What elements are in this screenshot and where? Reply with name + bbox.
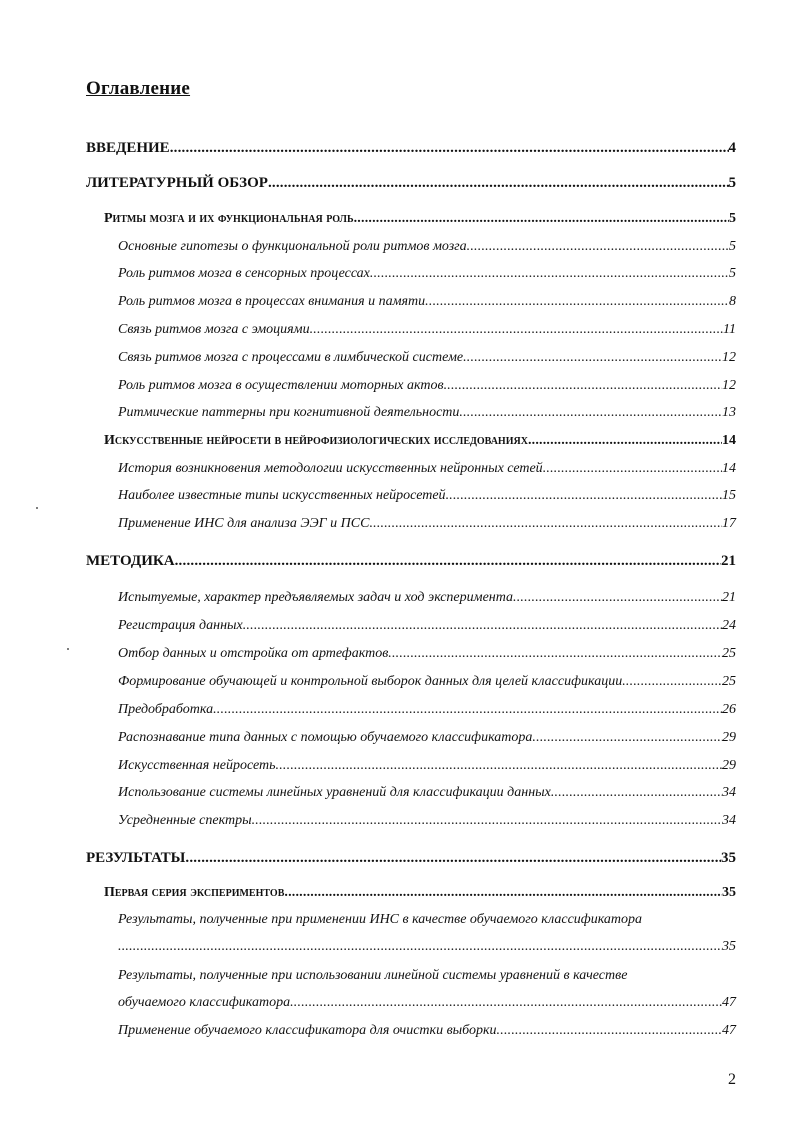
toc-entry [118,295,736,309]
toc-leader-dots [513,591,722,605]
toc-entry-results [86,851,736,866]
toc-leader-dots [310,323,723,337]
toc-entry [118,489,736,503]
toc-entry-page: 47 [722,995,736,1010]
scan-speck [67,648,69,650]
scan-speck [36,507,38,509]
toc-leader-dots [290,996,722,1010]
toc-entry [118,675,736,689]
toc-entry-page: 24 [722,618,736,633]
toc-entry-text: МЕТОДИКА [86,553,175,569]
toc-entry [118,619,736,633]
toc-entry-text: Роль ритмов мозга в процессах внимания и памяти [118,294,426,309]
toc-entry-text: Усредненные спектры [118,813,252,828]
toc-entry-page: 35 [721,850,736,866]
toc-entry [118,731,736,745]
toc-leader-dots [463,351,722,365]
toc-entry-text: Испытуемые, характер предъявляемых задач и ход эксперимента [118,590,514,605]
toc-leader-dots [497,1024,722,1038]
toc-entry [118,786,736,800]
toc-entry-page: 13 [722,405,736,420]
toc-entry-first-series [104,886,736,900]
toc-entry-text: Применение обучаемого классификатора для очистки выборки [118,1023,497,1038]
toc-entry-page: 25 [722,646,736,661]
toc-leader-dots [551,786,722,800]
toc-entry [118,351,736,365]
toc-leader-dots [268,176,729,191]
toc-leader-dots [543,462,722,476]
toc-leader-dots [446,489,722,503]
toc-entry-continuation [118,940,736,954]
toc-leader-dots [213,703,722,717]
toc-entry-page: 15 [722,488,736,503]
toc-entry [118,814,736,828]
toc-entry [118,240,736,254]
toc-entry [118,462,736,476]
toc-entry-page: 8 [729,294,736,309]
toc-entry-text: Основные гипотезы о функциональной роли ритмов мозга [118,239,467,254]
toc-entry-page: 12 [722,350,736,365]
toc-entry-text-cont: обучаемого классификатора [118,995,291,1010]
toc-leader-dots [459,406,722,420]
toc-entry-text: Распознавание типа данных с помощью обучаемого классификатора [118,730,533,745]
toc-entry-page: 14 [722,461,736,476]
toc-leader-dots [252,814,722,828]
toc-entry-literature-review [86,176,736,191]
toc-entry [118,406,736,420]
toc-entry [118,267,736,281]
toc-entry-page: 5 [729,211,736,226]
toc-entry-text: Предобработка [118,702,214,717]
toc-entry-page: 5 [729,266,736,281]
toc-entry-text: Наиболее известные типы искусственных нейросетей [118,488,446,503]
toc-leader-dots [276,759,722,773]
toc-leader-dots [369,517,722,531]
toc-entry [118,379,736,393]
toc-leader-dots [370,267,729,281]
toc-leader-dots [243,619,722,633]
toc-leader-dots [388,647,722,661]
toc-leader-dots [170,141,729,156]
toc-leader-dots [444,379,722,393]
toc-entry-text: Регистрация данных [118,618,243,633]
toc-leader-dots [532,731,722,745]
toc-entry-brain-rhythms [104,212,736,226]
page-number: 2 [728,1071,736,1088]
toc-leader-dots [528,434,722,448]
toc-entry-text: Результаты, полученные при применении ИНС в качестве обучаемого классификатора [118,912,643,927]
toc-heading: Оглавление [86,78,191,99]
toc-entry-page: 35 [722,939,736,954]
toc-entry-text: Применение ИНС для анализа ЭЭГ и ПСС [118,516,370,531]
toc-entry [118,323,736,337]
toc-entry-page: 12 [722,378,736,393]
toc-entry-text: ЛИТЕРАТУРНЫЙ ОБЗОР [86,175,268,191]
toc-entry-text: Роль ритмов мозга в сенсорных процессах [118,266,370,281]
toc-entry-text: Роль ритмов мозга в осуществлении моторных актов [118,378,444,393]
toc-entry-page: 47 [722,1023,736,1038]
toc-leader-dots [354,212,729,226]
toc-entry [118,517,736,531]
toc-entry-text: Результаты, полученные при использовании линейной системы уравнений в качестве [118,968,628,983]
toc-entry [118,591,736,605]
toc-entry-text: Искусственные нейросети в нейрофизиологических исследованиях [104,433,528,448]
toc-entry-text: Ритмические паттерны при когнитивной деятельности [118,405,460,420]
toc-entry-page: 11 [723,322,736,337]
toc-entry-page: 34 [722,785,736,800]
toc-entry [118,703,736,717]
toc-entry-text: Связь ритмов мозга с процессами в лимбической системе [118,350,464,365]
toc-leader-dots [467,240,729,254]
toc-entry-introduction [86,141,736,156]
toc-leader-dots [284,886,722,900]
toc-entry-page: 29 [722,730,736,745]
toc-entry-page: 4 [728,140,736,156]
toc-entry [118,759,736,773]
toc-entry-page: 5 [729,239,736,254]
toc-entry-text: ВВЕДЕНИЕ [86,140,170,156]
toc-entry-page: 21 [722,590,736,605]
toc-entry [118,1024,736,1038]
toc-leader-dots [622,675,722,689]
toc-entry-text: Формирование обучающей и контрольной выборок данных для целей классификации [118,674,623,689]
toc-entry-page: 29 [722,758,736,773]
toc-leader-dots [425,295,729,309]
toc-entry [118,647,736,661]
toc-entry-text: Ритмы мозга и их функциональная роль [104,211,354,226]
toc-entry-text: Связь ритмов мозга с эмоциями [118,322,310,337]
toc-entry-text: Отбор данных и отстройка от артефактов [118,646,389,661]
toc-entry-page: 34 [722,813,736,828]
toc-entry-continuation [118,996,736,1010]
toc-entry-page: 25 [722,674,736,689]
toc-entry-page: 14 [722,433,736,448]
toc-entry-methods [86,554,736,569]
toc-entry-text: Первая серия экспериментов [104,885,285,900]
toc-leader-dots [118,940,722,954]
toc-entry-page: 21 [721,553,736,569]
toc-entry-page: 17 [722,516,736,531]
toc-leader-dots [185,851,721,866]
toc-entry-page: 26 [722,702,736,717]
toc-leader-dots [175,554,721,569]
toc-entry-page: 35 [722,885,736,900]
toc-entry-text: Использование системы линейных уравнений для классификации данных [118,785,551,800]
toc-entry-text: Искусственная нейросеть [118,758,276,773]
toc-entry-text: История возникновения методологии искусственных нейронных сетей [118,461,543,476]
toc-entry-page: 5 [728,175,736,191]
toc-entry-neural-networks [104,434,736,448]
toc-entry-text: РЕЗУЛЬТАТЫ [86,850,186,866]
